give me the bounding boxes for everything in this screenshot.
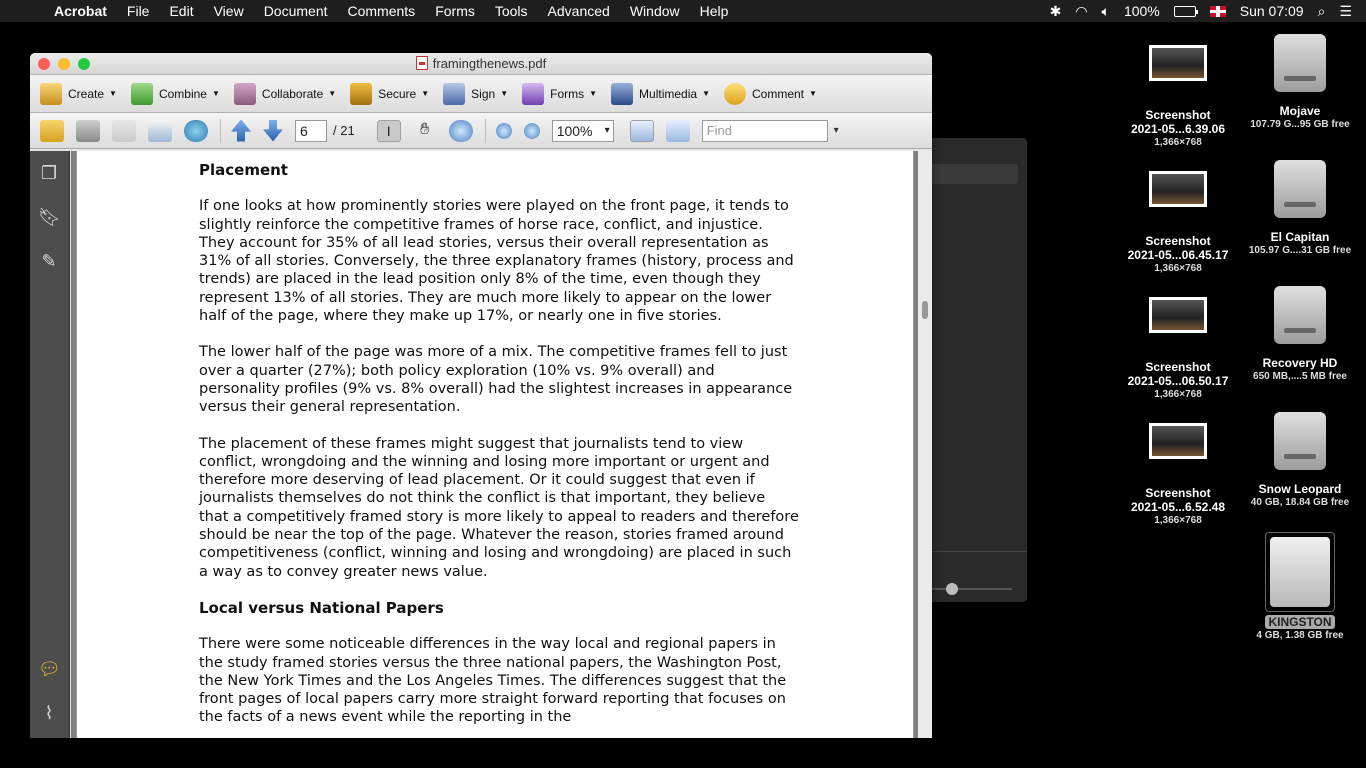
screenshot-thumbnail-icon — [1149, 171, 1207, 207]
spotlight-search-icon[interactable]: ⌕ — [1317, 2, 1326, 19]
create-icon — [40, 83, 62, 105]
print-icon[interactable] — [76, 120, 100, 142]
document-area — [71, 151, 932, 738]
paragraph: The lower half of the page was more of a mix. The competitive frames fell to just over a quarter (27%); both policy exploration (10% vs. 9% overall) and personality profiles (9% vs. 8% overall) had the slightest increases in appearance versus their general representation. — [199, 344, 793, 416]
menu-window[interactable]: Window — [629, 3, 680, 19]
drive-info: 40 GB, 18.84 GB free — [1250, 497, 1350, 508]
background-window-divider — [920, 551, 1027, 552]
battery-icon[interactable] — [1174, 6, 1196, 17]
drive-info: 4 GB, 1.38 GB free — [1256, 630, 1344, 641]
file-name: Screenshot — [1145, 360, 1211, 374]
window-title-text: framingthenews.pdf — [432, 56, 547, 71]
section-heading: Placement — [199, 161, 288, 179]
desktop-drive[interactable] — [1245, 160, 1355, 257]
file-name: Screenshot — [1145, 234, 1211, 248]
multimedia-icon — [611, 83, 633, 105]
screenshot-thumbnail-icon — [1149, 45, 1207, 81]
multimedia-button[interactable] — [611, 83, 710, 105]
desktop-drive-usb[interactable] — [1245, 532, 1355, 642]
navigation-panel — [30, 151, 70, 738]
chevron-down-icon: ▼ — [500, 89, 509, 98]
file-dimensions: 1,366×768 — [1154, 389, 1202, 400]
drive-info: 650 MB,....5 MB free — [1253, 371, 1347, 382]
desktop-drive[interactable] — [1245, 412, 1355, 509]
menu-bar — [0, 0, 1366, 22]
menu-edit[interactable]: Edit — [169, 3, 194, 19]
paragraph: There were some noticeable differences in the way local and regional papers in the study framed stories versus the three national papers, the Washington Post, the New York Times and the Los Angeles Times. The differences suggest that the front pages of local papers carry more straight forward reporting that focuses on the facts of a news event while the reporting in the — [199, 636, 787, 726]
wifi-icon[interactable]: ◠ — [1075, 2, 1088, 19]
combine-button[interactable] — [131, 83, 220, 105]
sign-label: Sign — [471, 86, 496, 101]
file-name: 2021-05...06.50.17 — [1127, 374, 1229, 388]
volume-icon[interactable]: 🔈︎ — [1101, 2, 1110, 19]
fit-width-icon[interactable] — [630, 120, 654, 142]
menu-document[interactable]: Document — [263, 3, 328, 19]
menu-forms[interactable]: Forms — [435, 3, 475, 19]
window-title — [30, 56, 932, 71]
select-text-tool-icon[interactable]: I — [377, 120, 401, 142]
title-bar — [30, 53, 932, 75]
lock-icon — [350, 83, 372, 105]
zoom-in-icon[interactable] — [524, 123, 540, 139]
next-page-icon[interactable] — [263, 120, 283, 142]
chevron-down-icon: ▼ — [421, 89, 430, 98]
vertical-scrollbar[interactable] — [918, 151, 932, 738]
desktop-screenshot-file[interactable] — [1123, 45, 1233, 149]
drive-info: 105.97 G....31 GB free — [1248, 245, 1352, 256]
hard-drive-icon — [1274, 286, 1326, 344]
file-name: 2021-05...6.52.48 — [1130, 500, 1226, 514]
drive-name: El Capitan — [1270, 230, 1330, 244]
previous-page-icon[interactable] — [231, 120, 251, 142]
web-upload-icon[interactable] — [184, 120, 208, 142]
multimedia-label: Multimedia — [639, 86, 698, 101]
attachments-icon[interactable]: ⌇ — [44, 703, 54, 723]
sign-button[interactable] — [443, 83, 508, 105]
chevron-down-icon: ▼ — [589, 89, 598, 98]
hard-drive-icon — [1274, 412, 1326, 470]
signatures-icon[interactable]: ✎ — [41, 251, 57, 271]
drive-name: Snow Leopard — [1258, 482, 1342, 496]
hand-tool-icon[interactable]: ✋︎ — [420, 120, 430, 138]
combine-label: Combine — [158, 86, 207, 101]
screenshot-thumbnail-icon — [1149, 297, 1207, 333]
collaborate-label: Collaborate — [261, 86, 324, 101]
zoom-tool-icon[interactable] — [449, 120, 473, 142]
file-name: 2021-05...6.39.06 — [1130, 122, 1226, 136]
collaborate-icon — [234, 83, 256, 105]
email-icon[interactable] — [148, 120, 172, 142]
secure-button[interactable] — [350, 83, 429, 105]
file-dimensions: 1,366×768 — [1154, 515, 1202, 526]
file-name: Screenshot — [1145, 486, 1211, 500]
file-toolbar — [30, 113, 932, 149]
drive-info: 107.79 G...95 GB free — [1250, 119, 1350, 130]
forms-label: Forms — [550, 86, 585, 101]
battery-percent[interactable]: 100% — [1123, 3, 1160, 19]
usb-drive-icon — [1265, 532, 1335, 612]
page-text[interactable] — [199, 161, 799, 738]
scrollbar-thumb[interactable] — [922, 301, 928, 319]
menu-help[interactable]: Help — [699, 3, 729, 19]
toolbar-divider — [485, 119, 486, 143]
chevron-down-icon: ▼ — [211, 89, 220, 98]
forms-button[interactable] — [522, 83, 597, 105]
drive-name: Recovery HD — [1262, 356, 1338, 370]
zoom-out-icon[interactable] — [496, 123, 512, 139]
drive-name: KINGSTON — [1265, 615, 1334, 629]
collaborate-button[interactable] — [234, 83, 336, 105]
file-dimensions: 1,366×768 — [1154, 263, 1202, 274]
chevron-down-icon: ▼ — [702, 89, 710, 98]
bluetooth-icon[interactable]: ✱ — [1049, 2, 1062, 19]
menu-app[interactable]: Acrobat — [54, 3, 107, 19]
pdf-page[interactable] — [76, 151, 914, 738]
toolbar-divider — [220, 119, 221, 143]
menu-file[interactable]: File — [126, 3, 150, 19]
file-dimensions: 1,366×768 — [1154, 137, 1202, 148]
pages-icon[interactable]: ❐ — [40, 163, 58, 183]
comments-icon[interactable]: 💬︎ — [38, 659, 61, 679]
acrobat-window — [30, 53, 932, 738]
hard-drive-icon — [1274, 160, 1326, 218]
desktop-drive[interactable] — [1245, 286, 1355, 383]
background-window-slider-track[interactable] — [932, 588, 1012, 590]
background-window-slider-knob[interactable] — [946, 583, 958, 595]
desktop-screenshot-file[interactable] — [1123, 171, 1233, 275]
menu-comments[interactable]: Comments — [347, 3, 416, 19]
menu-advanced[interactable]: Advanced — [547, 3, 610, 19]
create-label: Create — [68, 86, 105, 101]
chevron-down-icon: ▼ — [109, 89, 117, 98]
open-folder-icon[interactable] — [40, 120, 64, 142]
combine-icon — [131, 83, 153, 105]
hard-drive-icon — [1274, 34, 1326, 92]
section-heading: Local versus National Papers — [199, 598, 444, 617]
zoom-level-select[interactable]: 100% ▾ — [552, 120, 614, 142]
file-name: 2021-05...06.45.17 — [1127, 248, 1229, 262]
notification-center-icon[interactable]: ☰ — [1339, 2, 1352, 19]
page-total: / 21 — [333, 123, 355, 138]
save-icon[interactable] — [112, 120, 136, 142]
clock[interactable]: Sun 07:09 — [1239, 3, 1304, 19]
chevron-down-icon: ▼ — [328, 89, 337, 98]
paragraph: If one looks at how prominently stories were played on the front page, it tends to slightly reinforce the competitive frames of horse race, conflict, and injustice. They account for 35% of all lead stories, versus their overall representation as 31% of all stories. Conversely, the three explanatory frames (history, process and trends) are placed in the lead position only 8% of the time, even though they represent 13% of all stories. They are much more likely to appear on the lower half of the page, where they make up 17%, or nearly one in five stories. — [199, 198, 794, 325]
file-name: Screenshot — [1145, 108, 1211, 122]
comment-label: Comment — [751, 86, 804, 101]
create-button[interactable] — [40, 83, 117, 105]
comment-icon — [724, 83, 746, 105]
secure-label: Secure — [378, 86, 417, 101]
pen-icon — [443, 83, 465, 105]
menu-tools[interactable]: Tools — [494, 3, 528, 19]
desktop-screenshot-file[interactable] — [1123, 423, 1233, 527]
background-window-field — [930, 164, 1018, 184]
fit-page-icon[interactable] — [666, 120, 690, 142]
chevron-down-icon: ▼ — [809, 89, 817, 98]
tasks-toolbar — [30, 75, 932, 113]
bookmarks-icon[interactable]: 🔖︎ — [38, 207, 61, 227]
find-input[interactable]: Find ▾ — [702, 120, 828, 142]
pdf-file-icon — [416, 56, 428, 70]
forms-icon — [522, 83, 544, 105]
desktop-screenshot-file[interactable] — [1123, 297, 1233, 401]
drive-name: Mojave — [1279, 104, 1321, 118]
page-number-input[interactable]: 6 — [295, 120, 327, 142]
background-window — [920, 138, 1027, 602]
paragraph: The placement of these frames might suggest that journalists tend to view conflict, wrongdoing and the winning and losing more important or urgent and therefore more deserving of lead placement. Or it could suggest that even if journalists themselves do not think the conflict is that important, they believe that a competitively framed story is more likely to appeal to readers and therefore should be near the top of the page. Whatever the reason, stories framed around competitiveness (conflict, winning and losing and wrongdoing) are placed in such a way as to convey greater news value. — [199, 435, 799, 580]
input-source-flag-icon[interactable] — [1210, 6, 1226, 17]
screenshot-thumbnail-icon — [1149, 423, 1207, 459]
menu-view[interactable]: View — [213, 3, 244, 19]
comment-button[interactable] — [724, 83, 817, 105]
desktop-drive[interactable] — [1245, 34, 1355, 131]
